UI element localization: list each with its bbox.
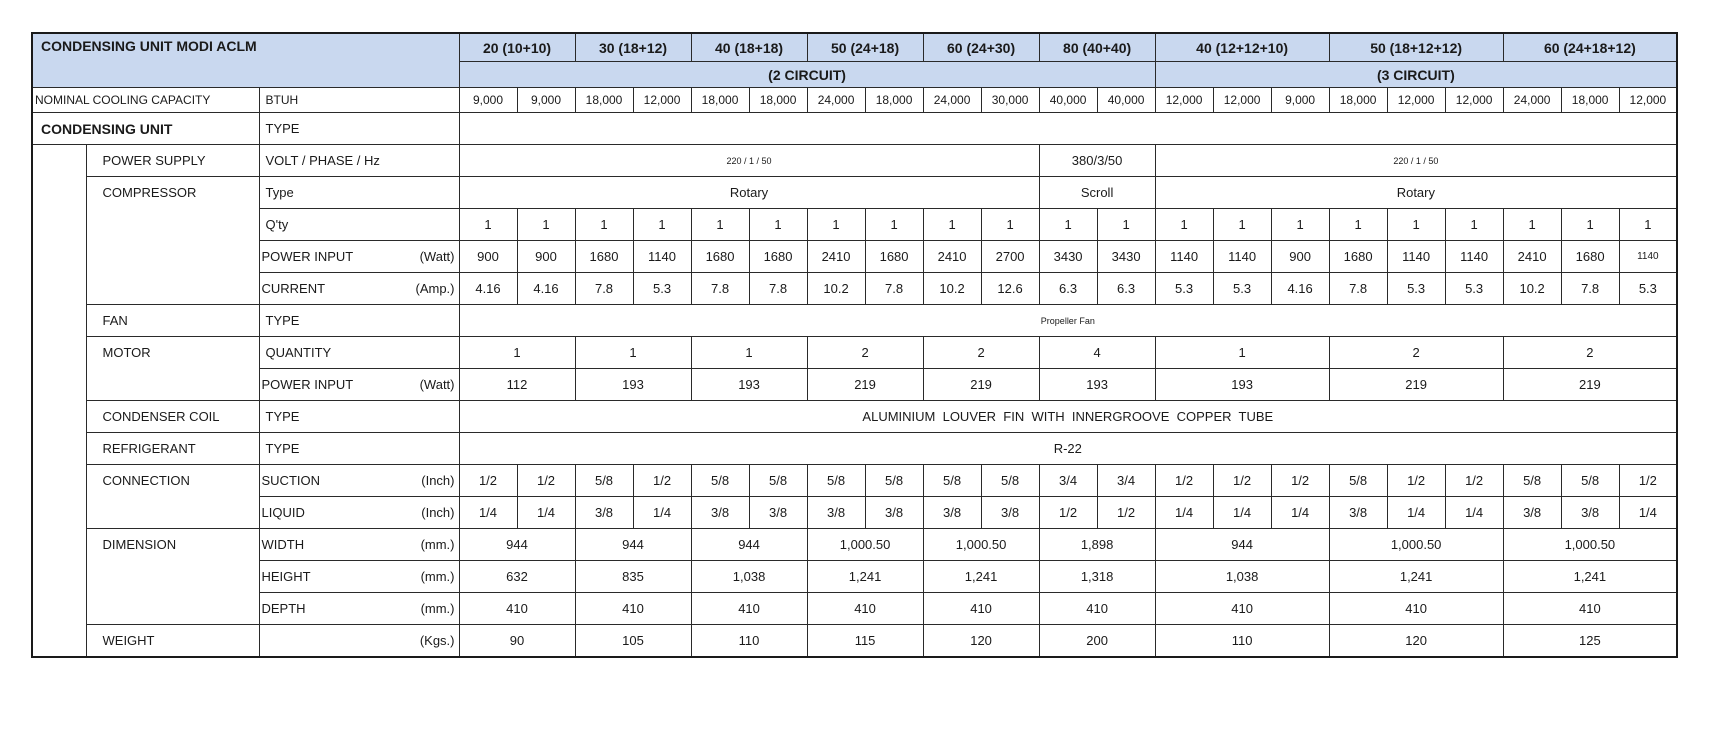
- model-label: CONDENSING UNIT MODI ACLM: [32, 33, 459, 88]
- value-cell: 7.8: [749, 273, 807, 305]
- value-cell: 1: [1039, 209, 1097, 241]
- row-connection-suction: [32, 465, 1677, 497]
- value-cell: 219: [923, 369, 1039, 401]
- value-cell: 1140: [633, 241, 691, 273]
- value-cell: 1/2: [1619, 465, 1677, 497]
- group-2-circuit: (2 CIRCUIT): [459, 62, 1155, 88]
- indent-column: [32, 145, 86, 658]
- value-cell: 5/8: [981, 465, 1039, 497]
- value-cell: 1,000.50: [923, 529, 1039, 561]
- nominal-capacity-unit: BTUH: [259, 88, 459, 113]
- value-cell: 1,038: [691, 561, 807, 593]
- param-unit: (Kgs.): [419, 633, 455, 648]
- param-name: DEPTH: [261, 601, 306, 616]
- value-cell: 410: [1329, 593, 1503, 625]
- value-cell: 3/8: [1329, 497, 1387, 529]
- value-cell: 10.2: [807, 273, 865, 305]
- row-weight: [32, 625, 1677, 658]
- value-cell: 12,000: [1619, 88, 1677, 113]
- param-unit: (mm.): [420, 601, 455, 616]
- model-header: 30 (18+12): [575, 33, 691, 62]
- value-cell: 40,000: [1039, 88, 1097, 113]
- value-cell: 18,000: [865, 88, 923, 113]
- value-cell: 7.8: [1329, 273, 1387, 305]
- value-cell: 2: [807, 337, 923, 369]
- model-header: 60 (24+18+12): [1503, 33, 1677, 62]
- param-name: LIQUID: [261, 505, 305, 520]
- value-cell: 1,000.50: [1503, 529, 1677, 561]
- value-cell: 7.8: [1561, 273, 1619, 305]
- value-cell: 1: [865, 209, 923, 241]
- compressor-type-value: Scroll: [1039, 177, 1155, 209]
- value-cell: 105: [575, 625, 691, 658]
- power-supply-value: 220 / 1 / 50: [1155, 145, 1677, 177]
- value-cell: 835: [575, 561, 691, 593]
- value-cell: 10.2: [1503, 273, 1561, 305]
- row-nominal-capacity: [32, 88, 1677, 113]
- value-cell: 1,241: [1329, 561, 1503, 593]
- value-cell: 18,000: [575, 88, 633, 113]
- param-unit: (Inch): [421, 505, 455, 520]
- value-cell: 1/4: [459, 497, 517, 529]
- value-cell: 1: [1213, 209, 1271, 241]
- param-name: CURRENT: [261, 281, 326, 296]
- value-cell: 5/8: [749, 465, 807, 497]
- value-cell: 3430: [1097, 241, 1155, 273]
- value-cell: 1: [575, 337, 691, 369]
- value-cell: 1: [1503, 209, 1561, 241]
- power-supply-param: VOLT / PHASE / Hz: [259, 145, 459, 177]
- value-cell: 1680: [575, 241, 633, 273]
- value-cell: 1: [459, 209, 517, 241]
- value-cell: 410: [923, 593, 1039, 625]
- value-cell: 1680: [1329, 241, 1387, 273]
- value-cell: 900: [517, 241, 575, 273]
- value-cell: 1: [575, 209, 633, 241]
- value-cell: 90: [459, 625, 575, 658]
- value-cell: 6.3: [1039, 273, 1097, 305]
- value-cell: 112: [459, 369, 575, 401]
- value-cell: 1140: [1619, 241, 1677, 273]
- value-cell: 3/8: [749, 497, 807, 529]
- value-cell: 125: [1503, 625, 1677, 658]
- param-name: HEIGHT: [261, 569, 311, 584]
- spec-table: [31, 32, 1678, 658]
- value-cell: 24,000: [923, 88, 981, 113]
- value-cell: 4.16: [459, 273, 517, 305]
- value-cell: 1680: [1561, 241, 1619, 273]
- value-cell: 3430: [1039, 241, 1097, 273]
- value-cell: 18,000: [749, 88, 807, 113]
- value-cell: 120: [1329, 625, 1503, 658]
- model-header: 40 (18+18): [691, 33, 807, 62]
- row-compressor-current: [32, 273, 1677, 305]
- model-header: 20 (10+10): [459, 33, 575, 62]
- value-cell: 2410: [807, 241, 865, 273]
- row-compressor-power: [32, 241, 1677, 273]
- value-cell: 3/8: [575, 497, 633, 529]
- fan-label: FAN: [86, 305, 259, 337]
- value-cell: 410: [691, 593, 807, 625]
- compressor-type-value: Rotary: [1155, 177, 1677, 209]
- value-cell: 410: [1039, 593, 1155, 625]
- value-cell: 3/8: [807, 497, 865, 529]
- value-cell: 3/8: [865, 497, 923, 529]
- value-cell: 219: [1503, 369, 1677, 401]
- value-cell: 4.16: [517, 273, 575, 305]
- row-power-supply: [32, 145, 1677, 177]
- value-cell: 3/4: [1097, 465, 1155, 497]
- value-cell: 1/2: [1271, 465, 1329, 497]
- value-cell: 1/4: [1445, 497, 1503, 529]
- value-cell: 1140: [1213, 241, 1271, 273]
- value-cell: 2: [1329, 337, 1503, 369]
- condensing-unit-param: TYPE: [259, 113, 459, 145]
- value-cell: 1: [1561, 209, 1619, 241]
- motor-power-param: [259, 369, 459, 401]
- weight-param: [259, 625, 459, 658]
- value-cell: 2700: [981, 241, 1039, 273]
- param-unit: (mm.): [420, 569, 455, 584]
- value-cell: 1,898: [1039, 529, 1155, 561]
- value-cell: 1,241: [1503, 561, 1677, 593]
- value-cell: 410: [1503, 593, 1677, 625]
- model-header: 40 (12+12+10): [1155, 33, 1329, 62]
- row-motor-qty: [32, 337, 1677, 369]
- value-cell: 5/8: [1503, 465, 1561, 497]
- value-cell: 1: [633, 209, 691, 241]
- value-cell: 12,000: [1213, 88, 1271, 113]
- value-cell: 1: [1329, 209, 1387, 241]
- value-cell: 3/8: [981, 497, 1039, 529]
- value-cell: 193: [575, 369, 691, 401]
- param-unit: (Watt): [419, 377, 455, 392]
- value-cell: 12,000: [1445, 88, 1503, 113]
- condensing-unit-type-value: [459, 113, 1677, 145]
- group-3-circuit: (3 CIRCUIT): [1155, 62, 1677, 88]
- model-header: 80 (40+40): [1039, 33, 1155, 62]
- value-cell: 2: [923, 337, 1039, 369]
- power-supply-label: POWER SUPPLY: [86, 145, 259, 177]
- refrigerant-label: REFRIGERANT: [86, 433, 259, 465]
- value-cell: 6.3: [1097, 273, 1155, 305]
- param-unit: (Amp.): [415, 281, 455, 296]
- value-cell: 24,000: [1503, 88, 1561, 113]
- value-cell: 115: [807, 625, 923, 658]
- value-cell: 5/8: [865, 465, 923, 497]
- param-name: SUCTION: [261, 473, 320, 488]
- value-cell: 1: [807, 209, 865, 241]
- value-cell: 1,000.50: [807, 529, 923, 561]
- suction-param: [259, 465, 459, 497]
- value-cell: 5/8: [691, 465, 749, 497]
- value-cell: 4: [1039, 337, 1155, 369]
- value-cell: 110: [1155, 625, 1329, 658]
- value-cell: 1: [517, 209, 575, 241]
- value-cell: 1: [691, 209, 749, 241]
- value-cell: 4.16: [1271, 273, 1329, 305]
- refrigerant-value: R-22: [459, 433, 1677, 465]
- value-cell: 1/4: [517, 497, 575, 529]
- nominal-capacity-label: NOMINAL COOLING CAPACITY: [32, 88, 259, 113]
- value-cell: 1,000.50: [1329, 529, 1503, 561]
- value-cell: 193: [1039, 369, 1155, 401]
- model-header: 50 (24+18): [807, 33, 923, 62]
- liquid-param: [259, 497, 459, 529]
- value-cell: 7.8: [865, 273, 923, 305]
- value-cell: 18,000: [1561, 88, 1619, 113]
- row-condenser-coil: [32, 401, 1677, 433]
- value-cell: 5.3: [1387, 273, 1445, 305]
- value-cell: 5.3: [633, 273, 691, 305]
- row-condensing-unit-type: [32, 113, 1677, 145]
- value-cell: 1/4: [1213, 497, 1271, 529]
- value-cell: 1,241: [807, 561, 923, 593]
- value-cell: 10.2: [923, 273, 981, 305]
- value-cell: 1/2: [1445, 465, 1503, 497]
- value-cell: 18,000: [691, 88, 749, 113]
- value-cell: 18,000: [1329, 88, 1387, 113]
- value-cell: 5/8: [1329, 465, 1387, 497]
- value-cell: 5.3: [1619, 273, 1677, 305]
- param-unit: (mm.): [420, 537, 455, 552]
- value-cell: 1,038: [1155, 561, 1329, 593]
- weight-label: WEIGHT: [86, 625, 259, 658]
- row-dimension-width: [32, 529, 1677, 561]
- model-header: 60 (24+30): [923, 33, 1039, 62]
- value-cell: 12,000: [1387, 88, 1445, 113]
- value-cell: 1: [1155, 209, 1213, 241]
- value-cell: 5/8: [575, 465, 633, 497]
- value-cell: 3/8: [1503, 497, 1561, 529]
- row-compressor-type: [32, 177, 1677, 209]
- height-param: [259, 561, 459, 593]
- value-cell: 944: [691, 529, 807, 561]
- row-compressor-qty: [32, 209, 1677, 241]
- value-cell: 1,241: [923, 561, 1039, 593]
- value-cell: 193: [691, 369, 807, 401]
- motor-qty-param: QUANTITY: [259, 337, 459, 369]
- compressor-label: COMPRESSOR: [86, 177, 259, 305]
- value-cell: 1/4: [1155, 497, 1213, 529]
- value-cell: 1: [1155, 337, 1329, 369]
- value-cell: 1680: [691, 241, 749, 273]
- value-cell: 1: [1271, 209, 1329, 241]
- value-cell: 5.3: [1155, 273, 1213, 305]
- value-cell: 1/2: [1039, 497, 1097, 529]
- value-cell: 1/2: [633, 465, 691, 497]
- value-cell: 1140: [1445, 241, 1503, 273]
- row-refrigerant: [32, 433, 1677, 465]
- param-unit: (Inch): [421, 473, 455, 488]
- condenser-coil-param: TYPE: [259, 401, 459, 433]
- row-fan-type: [32, 305, 1677, 337]
- value-cell: 1: [1619, 209, 1677, 241]
- value-cell: 110: [691, 625, 807, 658]
- motor-label: MOTOR: [86, 337, 259, 401]
- value-cell: 900: [459, 241, 517, 273]
- value-cell: 2410: [923, 241, 981, 273]
- value-cell: 1/2: [517, 465, 575, 497]
- value-cell: 9,000: [517, 88, 575, 113]
- value-cell: 5/8: [807, 465, 865, 497]
- value-cell: 9,000: [459, 88, 517, 113]
- value-cell: 5.3: [1445, 273, 1503, 305]
- value-cell: 9,000: [1271, 88, 1329, 113]
- value-cell: 1: [459, 337, 575, 369]
- value-cell: 30,000: [981, 88, 1039, 113]
- value-cell: 1,318: [1039, 561, 1155, 593]
- compressor-type-param: Type: [259, 177, 459, 209]
- value-cell: 900: [1271, 241, 1329, 273]
- header-row-models: [32, 33, 1677, 62]
- value-cell: 1: [691, 337, 807, 369]
- value-cell: 944: [1155, 529, 1329, 561]
- value-cell: 1680: [749, 241, 807, 273]
- value-cell: 1: [749, 209, 807, 241]
- dimension-label: DIMENSION: [86, 529, 259, 625]
- value-cell: 1/2: [1097, 497, 1155, 529]
- row-dimension-height: [32, 561, 1677, 593]
- value-cell: 12.6: [981, 273, 1039, 305]
- value-cell: 40,000: [1097, 88, 1155, 113]
- param-name: POWER INPUT: [261, 377, 354, 392]
- value-cell: 1/2: [1387, 465, 1445, 497]
- value-cell: 410: [807, 593, 923, 625]
- value-cell: 219: [807, 369, 923, 401]
- value-cell: 1/2: [1155, 465, 1213, 497]
- value-cell: 5/8: [1561, 465, 1619, 497]
- row-dimension-depth: [32, 593, 1677, 625]
- value-cell: 5/8: [923, 465, 981, 497]
- value-cell: 7.8: [575, 273, 633, 305]
- value-cell: 632: [459, 561, 575, 593]
- value-cell: 1140: [1387, 241, 1445, 273]
- value-cell: 12,000: [1155, 88, 1213, 113]
- value-cell: 3/8: [923, 497, 981, 529]
- value-cell: 1: [923, 209, 981, 241]
- value-cell: 944: [459, 529, 575, 561]
- compressor-current-param: [259, 273, 459, 305]
- condenser-coil-value: ALUMINIUM LOUVER FIN WITH INNERGROOVE COPPER TUBE: [459, 401, 1677, 433]
- value-cell: 1: [981, 209, 1039, 241]
- value-cell: 1680: [865, 241, 923, 273]
- power-supply-value: 380/3/50: [1039, 145, 1155, 177]
- value-cell: 3/8: [691, 497, 749, 529]
- width-param: [259, 529, 459, 561]
- depth-param: [259, 593, 459, 625]
- value-cell: 120: [923, 625, 1039, 658]
- value-cell: 410: [575, 593, 691, 625]
- value-cell: 3/4: [1039, 465, 1097, 497]
- value-cell: 1/4: [1387, 497, 1445, 529]
- value-cell: 193: [1155, 369, 1329, 401]
- value-cell: 2410: [1503, 241, 1561, 273]
- fan-type-value: Propeller Fan: [459, 305, 1677, 337]
- value-cell: 410: [1155, 593, 1329, 625]
- value-cell: 3/8: [1561, 497, 1619, 529]
- param-name: WIDTH: [261, 537, 305, 552]
- value-cell: 1: [1387, 209, 1445, 241]
- value-cell: 200: [1039, 625, 1155, 658]
- connection-label: CONNECTION: [86, 465, 259, 529]
- value-cell: 5.3: [1213, 273, 1271, 305]
- fan-param: TYPE: [259, 305, 459, 337]
- value-cell: 1/4: [633, 497, 691, 529]
- value-cell: 1/4: [1619, 497, 1677, 529]
- param-unit: (Watt): [419, 249, 455, 264]
- power-supply-value: 220 / 1 / 50: [459, 145, 1039, 177]
- compressor-type-value: Rotary: [459, 177, 1039, 209]
- value-cell: 1: [1097, 209, 1155, 241]
- model-header: 50 (18+12+12): [1329, 33, 1503, 62]
- value-cell: 24,000: [807, 88, 865, 113]
- value-cell: 1/4: [1271, 497, 1329, 529]
- value-cell: 1: [1445, 209, 1503, 241]
- value-cell: 410: [459, 593, 575, 625]
- value-cell: 12,000: [633, 88, 691, 113]
- value-cell: 7.8: [691, 273, 749, 305]
- row-motor-power: [32, 369, 1677, 401]
- value-cell: 1/2: [459, 465, 517, 497]
- value-cell: 1140: [1155, 241, 1213, 273]
- value-cell: 219: [1329, 369, 1503, 401]
- row-connection-liquid: [32, 497, 1677, 529]
- value-cell: 944: [575, 529, 691, 561]
- compressor-power-param: [259, 241, 459, 273]
- param-name: POWER INPUT: [261, 249, 354, 264]
- value-cell: 2: [1503, 337, 1677, 369]
- value-cell: 1/2: [1213, 465, 1271, 497]
- condenser-coil-label: CONDENSER COIL: [86, 401, 259, 433]
- condensing-unit-label: CONDENSING UNIT: [32, 113, 259, 145]
- refrigerant-param: TYPE: [259, 433, 459, 465]
- compressor-qty-param: Q'ty: [259, 209, 459, 241]
